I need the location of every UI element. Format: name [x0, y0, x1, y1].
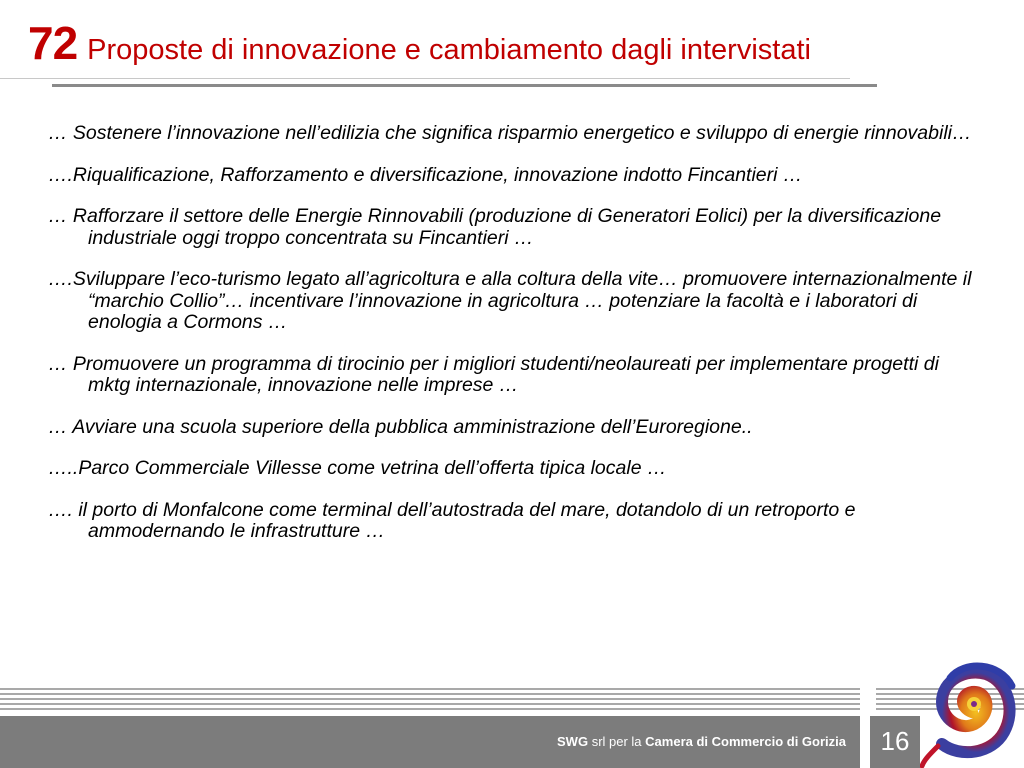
footer-credit — [557, 734, 846, 749]
page-title: Proposte di innovazione e cambiamento dagli intervistati — [87, 34, 811, 66]
footer-brand: SWG — [557, 734, 589, 749]
footer-middle: srl per la — [588, 734, 646, 749]
list-item: … Avviare una scuola superiore della pubblica amministrazione dell’Euroregione.. — [48, 415, 753, 438]
page-number: 16 — [880, 726, 910, 756]
swirl-logo-icon — [920, 650, 1024, 768]
title-rule-thick — [52, 84, 877, 87]
footer-separator — [860, 688, 870, 768]
slide-number-badge: 72 — [28, 17, 78, 69]
list-item: …. il porto di Monfalcone come terminal dell’autostrada del mare, dotandolo di un retroporto e ammodernando le infrastrutture … — [48, 498, 856, 542]
list-item: … Promuovere un programma di tirocinio per i migliori studenti/neolaureati per implementare progetti di mktg internazionale, innovazione nelle imprese … — [48, 352, 939, 396]
list-item: … Rafforzare il settore delle Energie Rinnovabili (produzione di Generatori Eolici) per la diversificazione industriale oggi troppo concentrata su Fincantieri … — [48, 205, 942, 249]
list-item: ….Sviluppare l’eco-turismo legato all’agricoltura e alla coltura della vite… promuovere internazionalmente il “marchio Collio”… incentivare l’innovazione in agricoltura … potenziare la facoltà e i laboratori di enologia a Cormons … — [48, 268, 972, 333]
proposal-list — [48, 123, 983, 563]
footer-client: Camera di Commercio di Gorizia — [645, 734, 846, 749]
title-rule-thin — [0, 78, 850, 79]
list-item: …..Parco Commerciale Villesse come vetrina dell’offerta tipica locale … — [48, 457, 667, 479]
slide-title — [28, 16, 811, 76]
list-item: ….Riqualificazione, Rafforzamento e diversificazione, innovazione indotto Fincantieri … — [48, 163, 803, 186]
footer-stripes — [0, 688, 870, 712]
list-item: … Sostenere l’innovazione nell’edilizia che significa risparmio energetico e sviluppo di energie rinnovabili… — [48, 122, 972, 144]
